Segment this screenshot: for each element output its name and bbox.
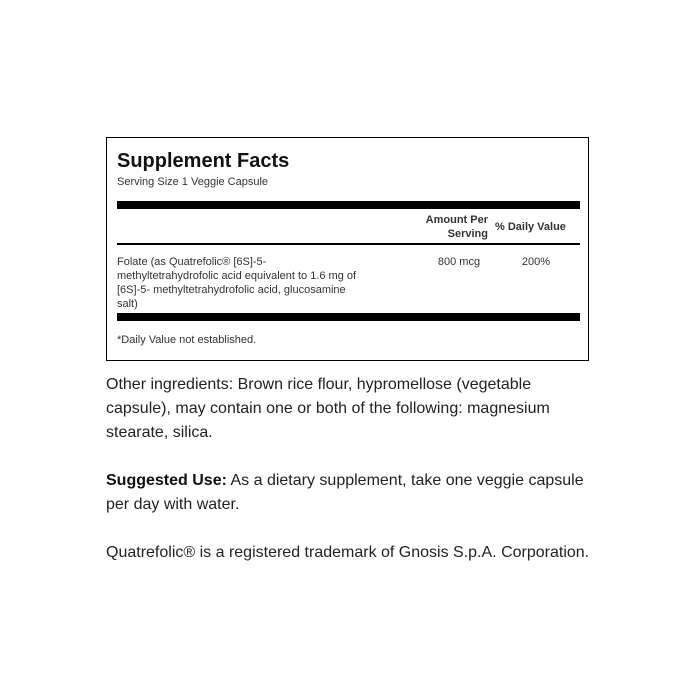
amount-header-line-2: Serving: [447, 228, 488, 240]
amount-header-line-1: Amount Per: [425, 214, 488, 226]
suggested-use: [106, 469, 596, 517]
suggested-use-line-1: [106, 469, 596, 493]
amount-per-serving-header: [402, 213, 488, 241]
facts-title: Supplement Facts: [117, 150, 290, 172]
trademark-notice: Quatrefolic® is a registered trademark of Gnosis S.p.A. Corporation.: [106, 544, 590, 561]
ingredient-line: Folate (as Quatrefolic® [6S]-5-: [117, 256, 267, 268]
other-ingredients-line: Other ingredients: Brown rice flour, hypromellose (vegetable: [106, 376, 532, 393]
other-ingredients-line: capsule), may contain one or both of the following: magnesium: [106, 400, 550, 417]
daily-value-footnote: *Daily Value not established.: [117, 334, 257, 346]
ingredient-line: methyltetrahydrofolic acid equivalent to 1.6 mg of: [117, 270, 357, 282]
ingredient-line: [6S]-5- methyltetrahydrofolic acid, glucosamine: [117, 284, 346, 296]
other-ingredients: [106, 373, 596, 445]
header-divider: [117, 243, 580, 245]
ingredient-folate: [117, 255, 389, 311]
serving-size: Serving Size 1 Veggie Capsule: [117, 176, 269, 188]
daily-value-header: % Daily Value: [495, 221, 566, 233]
other-ingredients-line: stearate, silica.: [106, 424, 213, 441]
bottom-thick-divider: [117, 313, 580, 321]
suggested-use-line-2: per day with water.: [106, 496, 240, 513]
supplement-facts-panel: [106, 137, 589, 361]
suggested-use-text: As a dietary supplement, take one veggie capsule: [226, 472, 584, 489]
ingredient-line: salt): [117, 298, 138, 310]
suggested-use-label: Suggested Use:: [106, 472, 227, 489]
amount-folate: 800 mcg: [437, 256, 481, 268]
top-thick-divider: [117, 201, 580, 209]
daily-value-folate: 200%: [521, 256, 551, 268]
